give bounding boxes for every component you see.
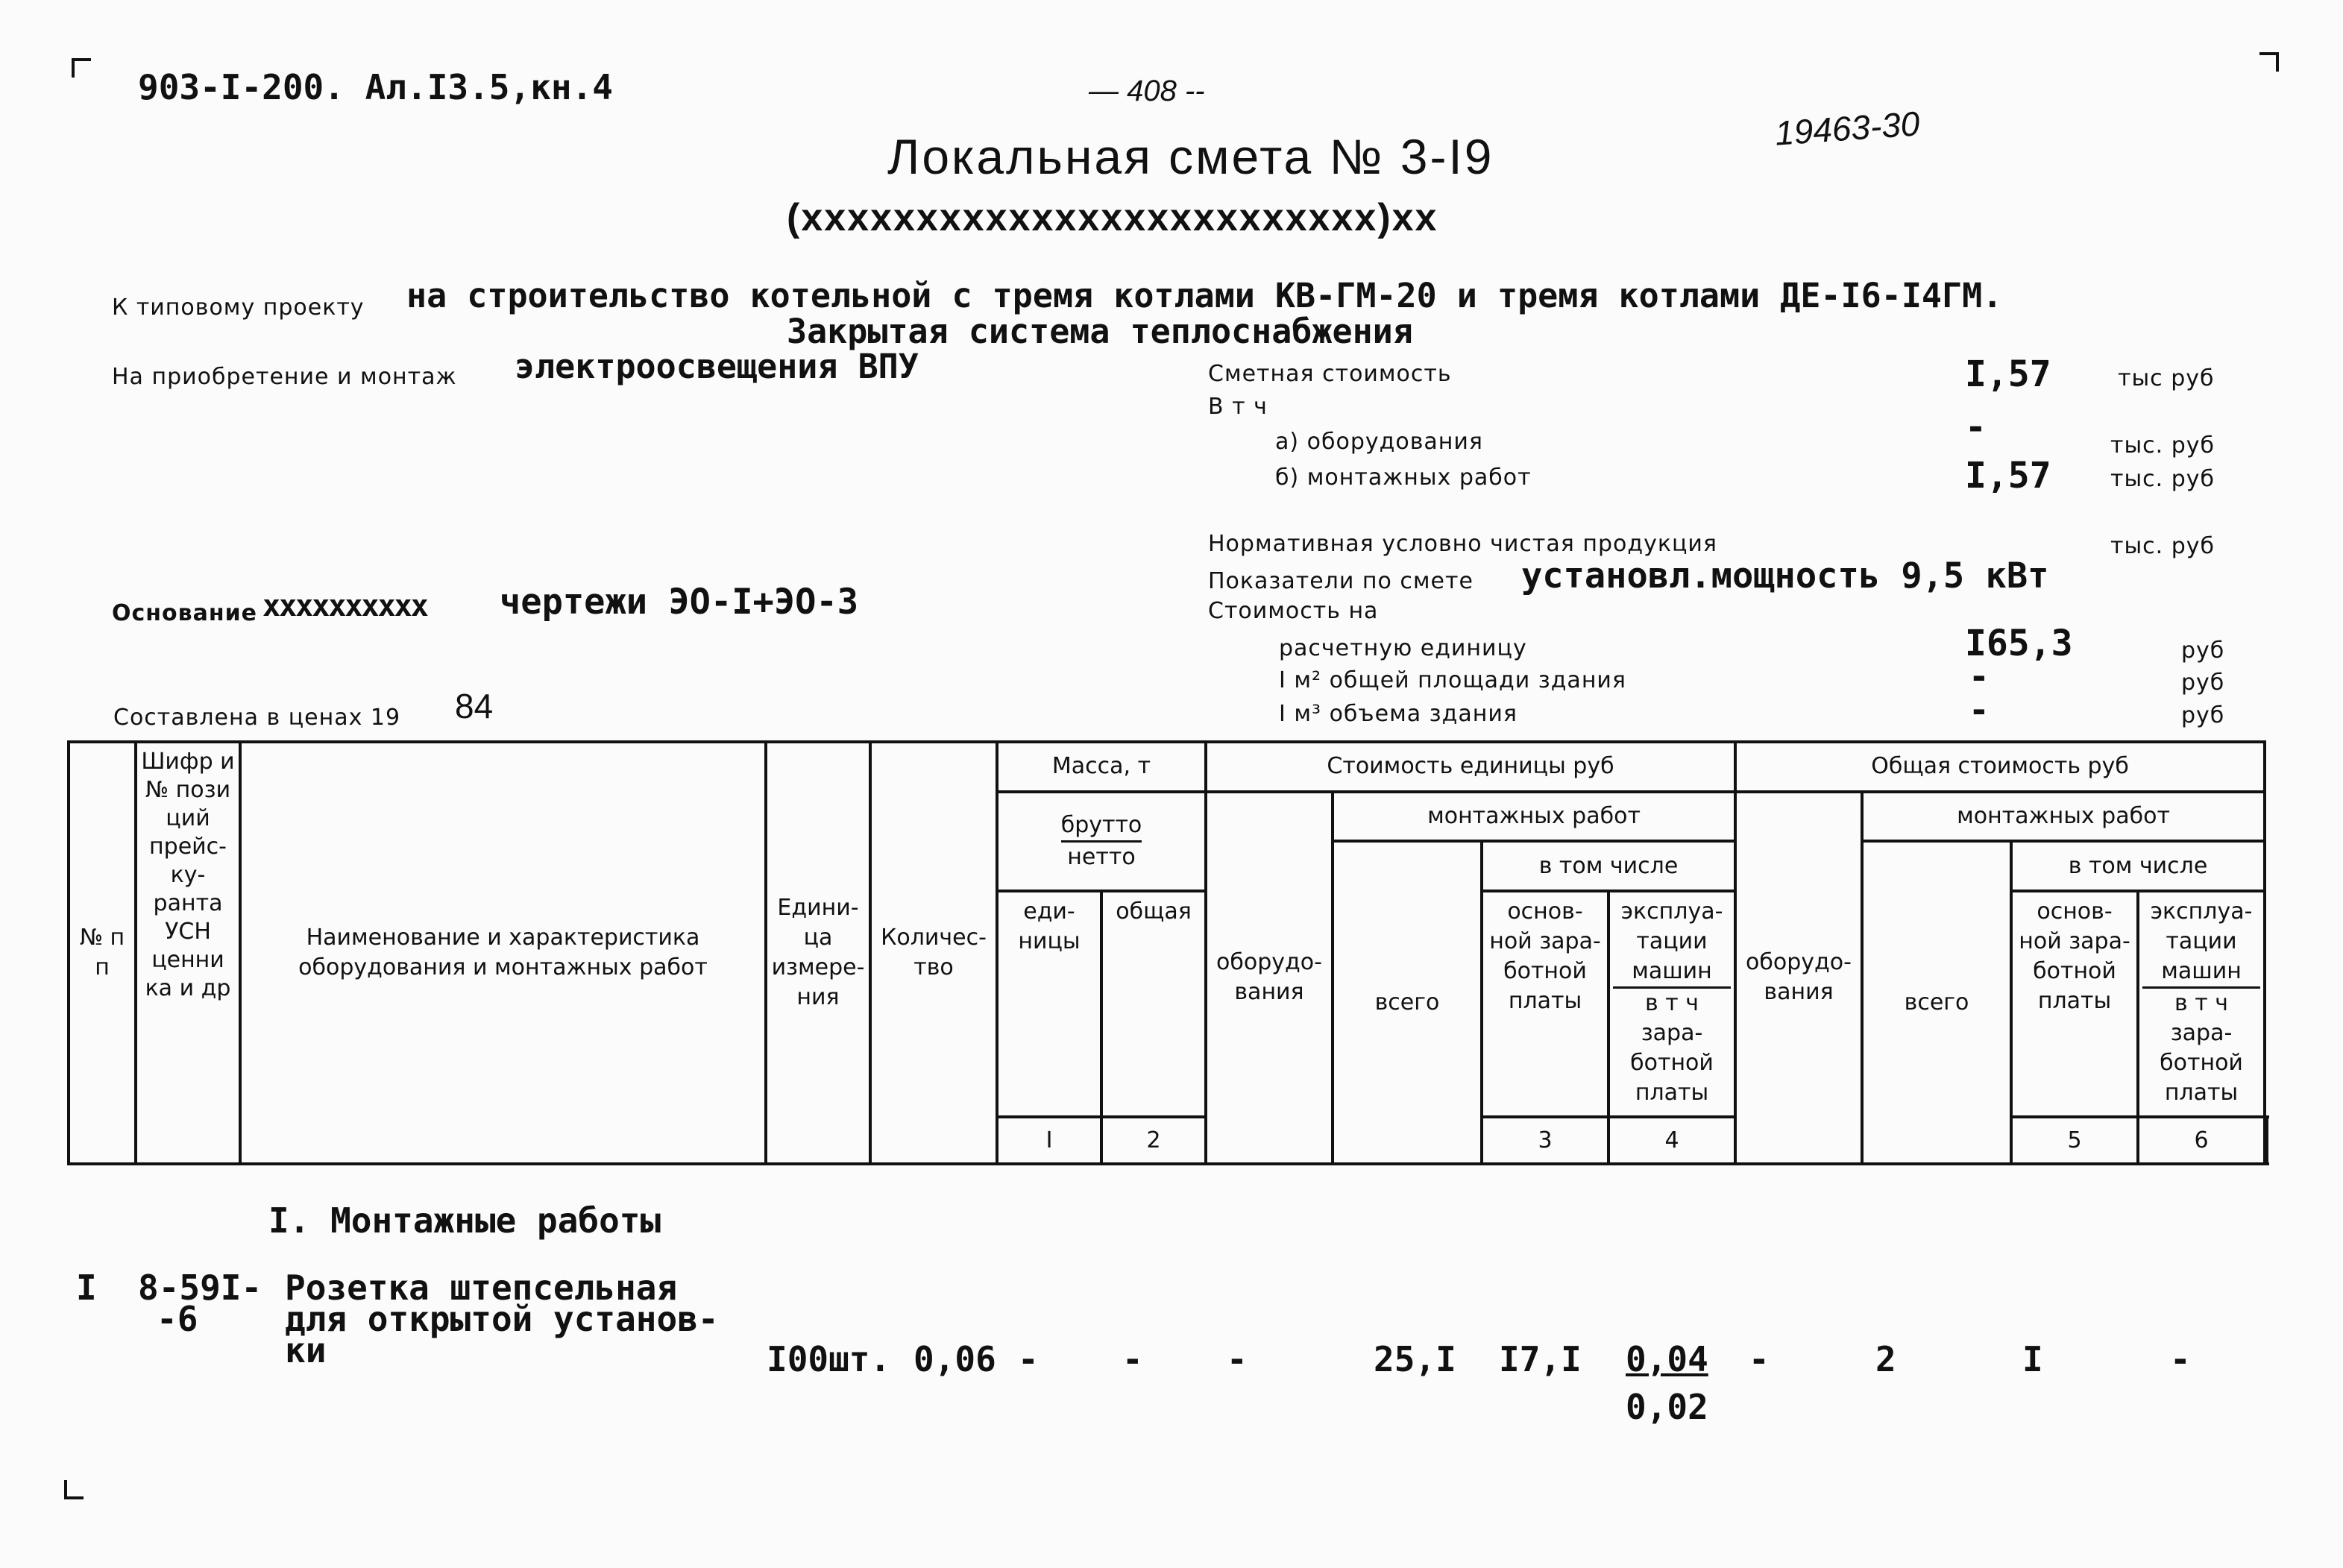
estimate-table-header	[67, 740, 2268, 1165]
row-total-wage: I	[2022, 1339, 2043, 1379]
row-number: I	[76, 1268, 97, 1308]
equipment-cost-value: -	[1965, 406, 1987, 448]
header-unit-including: в том числе	[1482, 841, 1735, 891]
volume-cost-label: I м³ объема здания	[1279, 701, 1518, 727]
section-title: I. Монтажные работы	[268, 1200, 661, 1241]
row-total-all: 2	[1875, 1339, 1896, 1379]
header-unit-cost: Стоимость единицы руб	[1206, 742, 1735, 792]
volume-cost-unit: руб	[2181, 702, 2225, 728]
column-number-4: 4	[1608, 1117, 1735, 1164]
header-quantity: Количес- тво	[870, 742, 997, 1164]
header-unit-machines	[1608, 891, 1735, 1117]
unit-cost-unit: руб	[2181, 637, 2225, 664]
header-price-code: Шифр и № пози ций прейс- ку- ранта УСН ценни ка и др	[136, 742, 240, 1164]
normative-production-label: Нормативная условно чистая продукция	[1208, 531, 1717, 557]
row-unit-machines: 0,04	[1626, 1339, 1708, 1379]
header-unit-all: всего	[1333, 841, 1482, 1164]
corner-mark-bottom-left	[64, 1480, 84, 1499]
area-cost-label: I м² общей площади здания	[1279, 667, 1626, 693]
cost-value: I,57	[1965, 353, 2051, 395]
header-total-machines-wage: в т ч зара- ботной платы	[2160, 990, 2243, 1106]
row-unit: I00шт.	[767, 1339, 891, 1379]
title-struck-out: (xxxxxxxxxxxxxxxxxxxxxxxxx)xx	[787, 196, 1438, 239]
header-net: нетто	[1067, 843, 1136, 870]
row-name-line-2: для открытой установ-	[285, 1299, 719, 1339]
header-total-wage: основ- ной зара- ботной платы	[2011, 891, 2138, 1117]
including-label: В т ч	[1208, 394, 1268, 420]
document-code: 903-I-200. Ал.I3.5,кн.4	[138, 67, 613, 107]
header-total-equipment: оборудо- вания	[1735, 792, 1862, 1164]
row-unit-install-all: 25,I	[1374, 1339, 1456, 1379]
column-number-2: 2	[1101, 1117, 1206, 1164]
indicators-text: установл.мощность 9,5 кВт	[1521, 555, 2049, 596]
header-total-including: в том числе	[2011, 841, 2265, 891]
volume-cost-value: -	[1969, 690, 1990, 730]
stamp-number: 19463-30	[1773, 104, 1921, 153]
basis-text: чертежи ЭО-I+ЭО-3	[500, 582, 859, 623]
column-number-1: I	[997, 1117, 1101, 1164]
basis-label: Основание	[112, 600, 257, 626]
equipment-cost-label: а) оборудования	[1275, 429, 1483, 455]
header-mass-per-unit: еди- ницы	[997, 891, 1101, 1117]
header-gross: брутто	[1061, 810, 1142, 843]
area-cost-value: -	[1969, 656, 1990, 696]
header-unit-machines-wage: в т ч зара- ботной платы	[1630, 990, 1714, 1106]
installation-cost-unit: тыс. руб	[2110, 466, 2215, 492]
header-unit-machines-label: эксплуа- тации машин	[1613, 897, 1731, 989]
header-row-number: № п п	[69, 742, 136, 1164]
row-code-line-2: -6	[157, 1299, 198, 1339]
page-number: — 408 --	[1089, 75, 1205, 107]
installation-cost-label: б) монтажных работ	[1275, 465, 1532, 491]
row-name-line-3: ки	[285, 1330, 327, 1370]
header-item-name: Наименование и характеристика оборудования и монтажных работ	[240, 742, 766, 1164]
installation-cost-value: I,57	[1965, 455, 2051, 497]
cost-label: Сметная стоимость	[1208, 361, 1452, 387]
row-mass-total: -	[1122, 1339, 1143, 1379]
header-total-all: всего	[1862, 841, 2011, 1164]
corner-mark-top-left	[72, 58, 91, 78]
area-cost-unit: руб	[2181, 670, 2225, 696]
column-number-6: 6	[2138, 1117, 2265, 1164]
cost-per-label: Стоимость на	[1208, 598, 1379, 624]
unit-cost-value: I65,3	[1965, 623, 2073, 664]
unit-cost-label: расчетную единицу	[1279, 635, 1527, 661]
header-total-installation: монтажных работ	[1862, 792, 2265, 842]
cost-unit: тыс руб	[2118, 365, 2215, 391]
header-unit-wage: основ- ной зара- ботной платы	[1482, 891, 1608, 1117]
row-unit-equipment: -	[1227, 1339, 1248, 1379]
row-code-line-1: 8-59I-	[138, 1268, 262, 1308]
header-mass-total: общая	[1101, 891, 1206, 1117]
header-total-machines-label: эксплуа- тации машин	[2142, 897, 2260, 989]
header-total-machines	[2138, 891, 2265, 1117]
basis-struck-out: xxxxxxxxxx	[262, 589, 427, 623]
indicators-label: Показатели по смете	[1208, 568, 1474, 594]
row-unit-install-wage: I7,I	[1499, 1339, 1582, 1379]
compiled-year: 84	[455, 687, 494, 725]
header-unit-installation: монтажных работ	[1333, 792, 1735, 842]
purpose-label: На приобретение и монтаж	[112, 364, 457, 390]
row-quantity: 0,06	[913, 1339, 996, 1379]
equipment-cost-unit: тыс. руб	[2110, 432, 2215, 459]
project-text-line-1: на строительство котельной с тремя котлами КВ-ГМ-20 и тремя котлами ДЕ-I6-I4ГМ.	[406, 276, 2003, 315]
row-total-equipment: -	[1749, 1339, 1770, 1379]
project-label: К типовому проекту	[112, 295, 365, 321]
purpose-text: электроосвещения ВПУ	[515, 347, 919, 386]
header-unit-equipment: оборудо- вания	[1206, 792, 1333, 1164]
row-total-machines: -	[2170, 1339, 2191, 1379]
column-number-3: 3	[1482, 1117, 1608, 1164]
row-name-line-1: Розетка штепсельная	[285, 1268, 678, 1308]
page-title: Локальная смета № 3-I9	[887, 129, 1494, 184]
normative-production-unit: тыс. руб	[2110, 533, 2215, 559]
project-text-line-2: Закрытая система теплоснабжения	[787, 312, 1413, 351]
column-number-5: 5	[2011, 1117, 2138, 1164]
header-total-cost: Общая стоимость руб	[1735, 742, 2265, 792]
header-mass: Масса, т	[997, 742, 1206, 792]
corner-mark-top-right	[2259, 52, 2279, 72]
row-mass-unit: -	[1018, 1339, 1039, 1379]
compiled-label: Составлена в ценах 19	[113, 705, 401, 731]
header-unit-of-measure: Едини- ца измере- ния	[766, 742, 870, 1164]
row-unit-machines-wage: 0,02	[1626, 1387, 1708, 1427]
header-gross-net	[997, 792, 1206, 891]
